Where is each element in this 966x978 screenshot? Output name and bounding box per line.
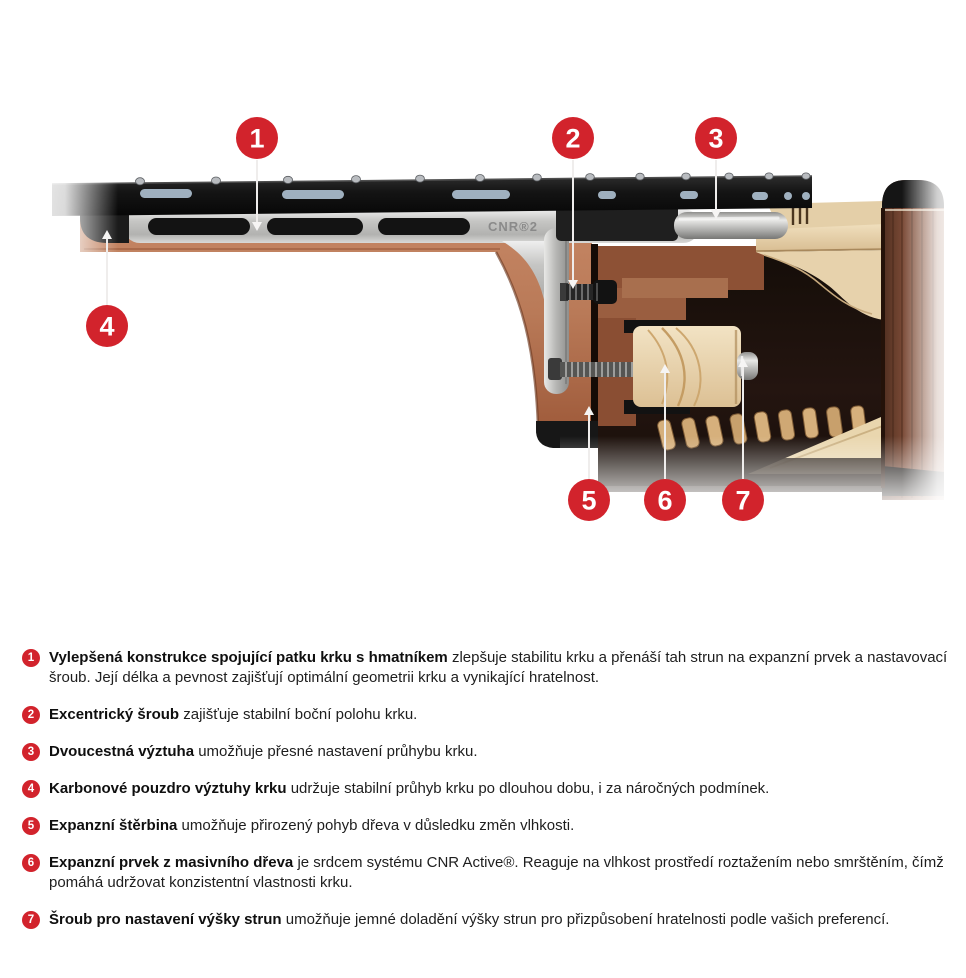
legend-item-7 [22, 910, 948, 930]
legend-item-1 [22, 648, 948, 688]
legend-item-description: umožňuje přesné nastavení průhybu krku. [198, 743, 478, 760]
legend-item-text [49, 910, 889, 930]
legend-item-text [49, 853, 948, 893]
legend-number-badge: 6 [22, 854, 40, 872]
truss-rod [674, 212, 788, 239]
legend-item-text [49, 648, 948, 688]
legend [22, 648, 948, 947]
legend-item-description: je srdcem systému CNR Active®. Reaguje na vlhkost prostředí roztažením nebo smrštěním, čímž pomáhá udržovat konzistentní vlastnosti krku. [49, 854, 944, 891]
frame-slots [148, 218, 470, 235]
callout-number: 3 [708, 123, 724, 154]
legend-item-description: umožňuje přirozený pohyb dřeva v důsledku změn vlhkosti. [181, 817, 575, 834]
legend-item-text [49, 816, 574, 836]
legend-item-description: umožňuje jemné doladění výšky strun pro přizpůsobení hratelnosti podle vašich preferencí. [285, 911, 890, 928]
legend-item-title: Excentrický šroub [49, 706, 180, 723]
legend-number-badge: 7 [22, 911, 40, 929]
legend-item-text [49, 705, 417, 725]
expansion-block [633, 326, 741, 407]
legend-item-title: Expanzní štěrbina [49, 817, 178, 834]
legend-item-title: Expanzní prvek z masivního dřeva [49, 854, 294, 871]
legend-item-title: Karbonové pouzdro výztuhy krku [49, 780, 287, 797]
legend-number-badge: 2 [22, 706, 40, 724]
legend-item-6 [22, 853, 948, 893]
legend-item-description: zlepšuje stabilitu krku a přenáší tah strun na expanzní prvek a nastavovací šroub. Její délka a pevnost zajišťují optimální geometrii krku a vynikající hratelnost. [49, 649, 948, 686]
legend-item-2 [22, 705, 948, 725]
truss-rod-highlight [680, 218, 778, 219]
legend-number-badge: 1 [22, 649, 40, 667]
legend-item-description: udržuje stabilní průhyb krku po dlouhou dobu, i za náročných podmínek. [290, 780, 770, 797]
legend-item-text [49, 742, 478, 762]
callout-number: 2 [565, 123, 581, 154]
legend-number-badge: 5 [22, 817, 40, 835]
callout-number: 7 [735, 485, 751, 516]
callout-number: 4 [99, 311, 115, 342]
legend-item-5 [22, 816, 948, 836]
callout-number: 1 [249, 123, 265, 154]
frame-engraving: CNR®2 [488, 219, 538, 234]
left-fade [0, 150, 118, 570]
legend-number-badge: 4 [22, 780, 40, 798]
legend-item-3 [22, 742, 948, 762]
bottom-fade [560, 436, 966, 546]
legend-item-description: zajišťuje stabilní boční polohu krku. [183, 706, 418, 723]
legend-item-text [49, 779, 769, 799]
legend-item-title: Vylepšená konstrukce spojující patku krku s hmatníkem [49, 649, 448, 666]
legend-item-title: Dvoucestná výztuha [49, 743, 195, 760]
legend-item-title: Šroub pro nastavení výšky strun [49, 911, 282, 928]
expansion-gap [591, 244, 598, 424]
screw-mortise [622, 278, 728, 298]
legend-number-badge: 3 [22, 743, 40, 761]
legend-item-4 [22, 779, 948, 799]
callout-number: 5 [581, 485, 597, 516]
callout-number: 6 [657, 485, 673, 516]
